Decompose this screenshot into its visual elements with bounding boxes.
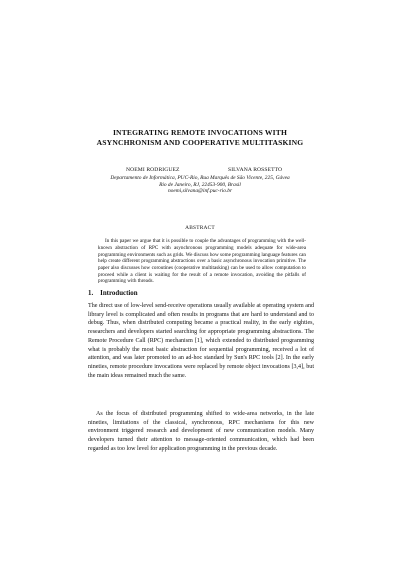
section-number: 1. <box>88 290 94 297</box>
section-title: Introduction <box>100 290 138 297</box>
title-line-1: INTEGRATING REMOTE INVOCATIONS WITH <box>112 128 288 137</box>
author-name: NOEMI RODRIGUEZ <box>126 167 180 173</box>
affiliation-line-2: Rio de Janeiro, RJ, 22453-900, Brasil <box>159 181 241 188</box>
author-emails: noemi,silvana@inf.puc-rio.br <box>167 188 233 195</box>
author-name: SILVANA ROSSETTO <box>228 167 283 173</box>
abstract-heading: ABSTRACT <box>185 225 215 231</box>
title-line-2: ASYNCHRONISM AND COOPERATIVE MULTITASKING <box>96 137 304 147</box>
affiliation <box>0 175 400 195</box>
abstract-text: In this paper we argue that it is possible to couple the advantages of programming with the well-known abstraction of RPC with asynchronous programming models adequate for wide-area programming environments such as grids. We discuss how some programming language features can help create different programming abstractions over a basic asynchronous invocation primitive. The paper also discusses how coroutines (cooperative multitasking) can be used to allow computation to proceed while a client is waiting for the result of a remote invocation, avoiding the pitfalls of programming with threads. <box>98 238 306 285</box>
body-paragraph-1: The direct use of low-level send-receive operations usually available at operating system and library level is complicated and often results in programs that are hard to understand and to debug. Thus, when distributed computing became a practical reality, in the early eighties, researchers and developers started searching for appropriate programming abstractions. The Remote Procedure Call (RPC) mechanism [1], which extended to distributed programming what is probably the most basic abstraction for sequential programming, received a lot of attention, and was later promoted to an ad-hoc standard by Sun's RPC tools [2]. In the early nineties, remote procedure invocations were replaced by remote object invocations [3,4], but the main ideas remained much the same. <box>88 303 314 379</box>
affiliation-line-1: Departamento de Informática, PUC-Rio, Rua Marquês de São Vicente, 225, Gávea <box>110 175 290 181</box>
body-paragraph-2: As the focus of distributed programming shifted to wide-area networks, in the late nineties, limitations of the classical, synchronous, RPC mechanisms for this new environment triggered research and development of new communication models. Many developers turned their attention to message-oriented communication, which had been regarded as too low level for application programming in the previous decade. <box>88 411 314 452</box>
paper-title <box>0 128 400 147</box>
section-heading-introduction <box>88 290 138 297</box>
